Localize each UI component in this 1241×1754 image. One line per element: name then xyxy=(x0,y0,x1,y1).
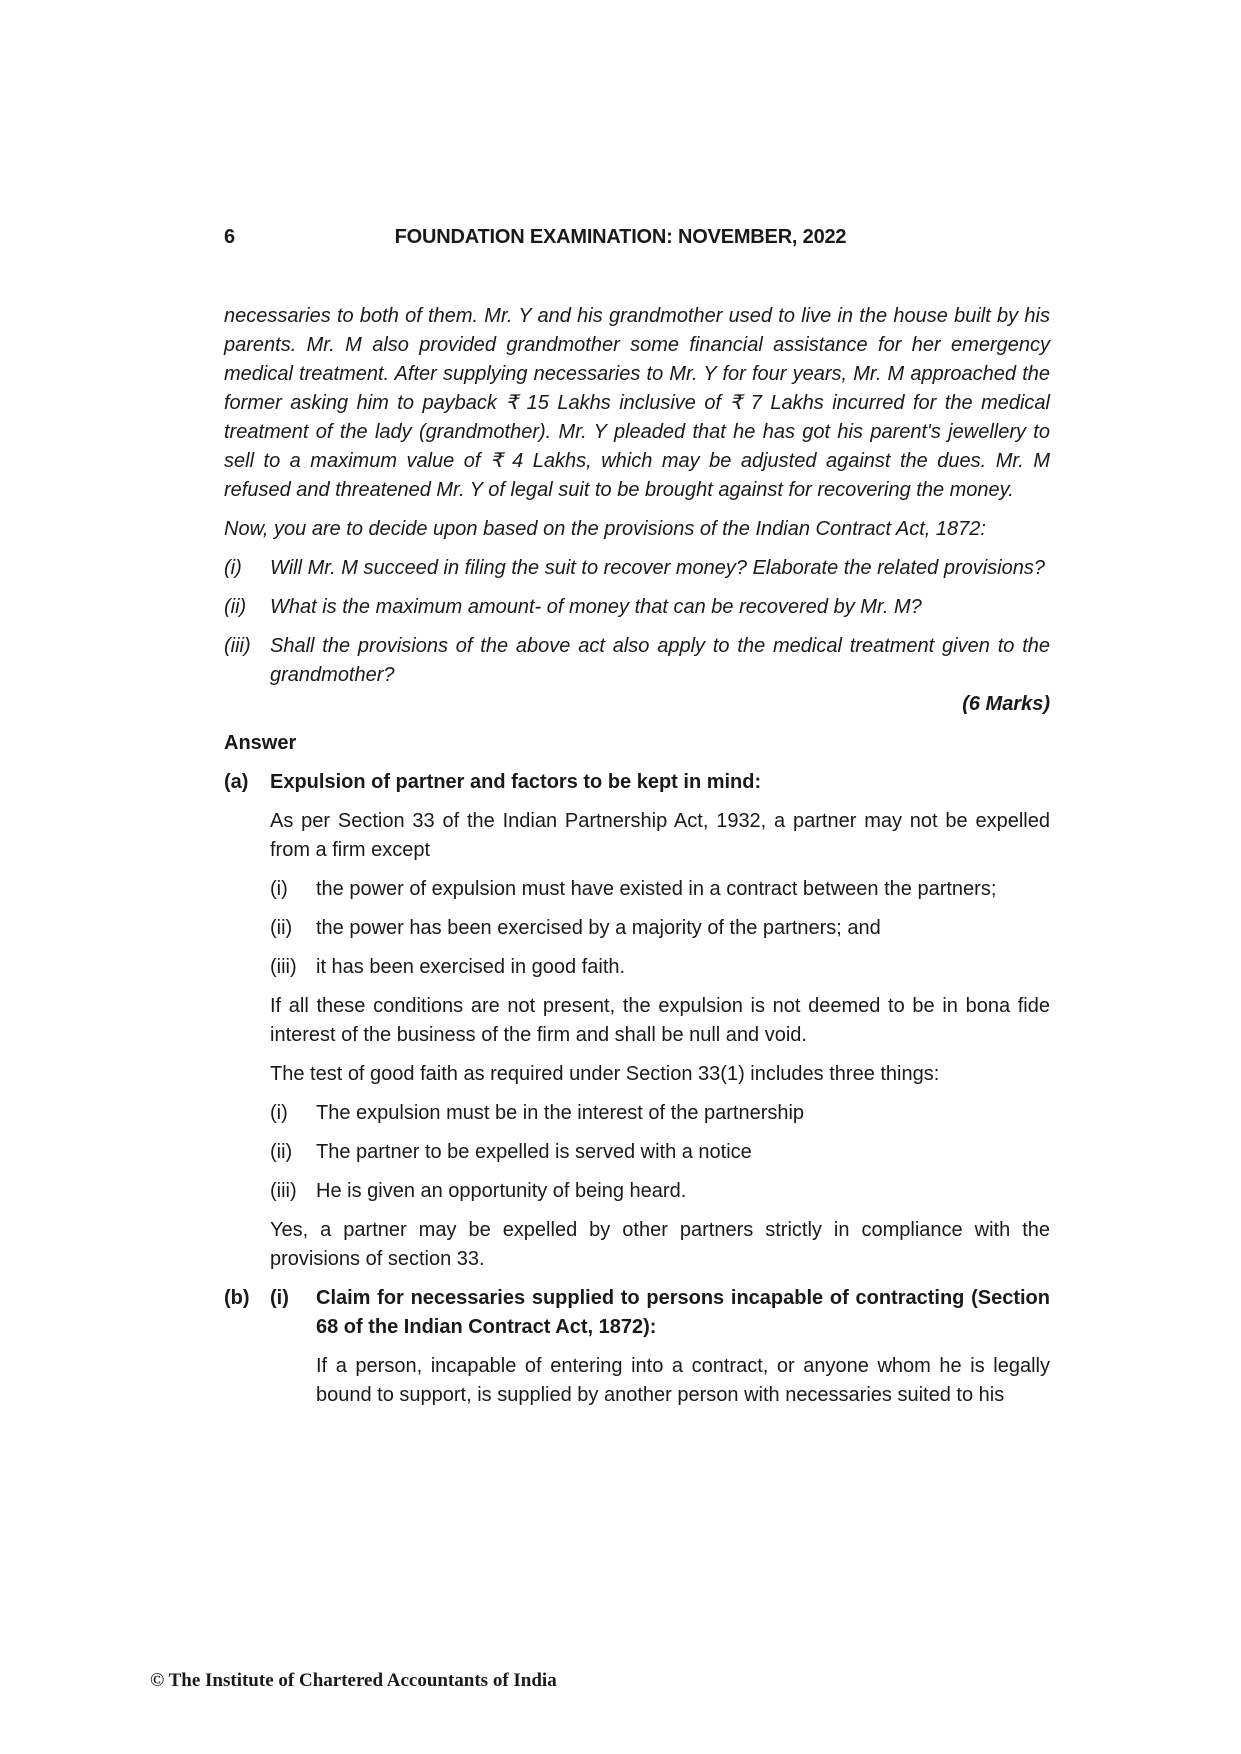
page-number: 6 xyxy=(224,226,236,248)
part-b-text: If a person, incapable of entering into a contract, or anyone whom he is legally bound to support, is supplied by another person with necessaries suited to his xyxy=(316,1355,1050,1406)
page-title: FOUNDATION EXAMINATION: NOVEMBER, 2022 xyxy=(394,226,847,248)
part-a-heading: Expulsion of partner and factors to be kept in mind: xyxy=(270,771,762,793)
question-item-text: Will Mr. M succeed in filing the suit to recover money? Elaborate the related provisions? xyxy=(270,557,1045,579)
question-paragraph: necessaries to both of them. Mr. Y and his grandmother used to live in the house built by his parents. Mr. M also provided grandmother some financial assistance for her emergency medical treatment. After supplying necessaries to Mr. Y for four years, Mr. M approached the former asking him to payback ₹ 15 Lakhs inclusive of ₹ 7 Lakhs incurred for the medical treatment of the lady (grandmother). Mr. Y pleaded that he has got his parent's jewellery to sell to a maximum value of ₹ 4 Lakhs, which may be adjusted against the dues. Mr. M refused and threatened Mr. Y of legal suit to be brought against for recovering the money. xyxy=(224,305,1050,501)
test-item xyxy=(270,1177,1050,1206)
condition-label: (i) xyxy=(270,878,288,900)
question-item xyxy=(224,554,1050,583)
part-a-para3: The test of good faith as required under Section 33(1) includes three things: xyxy=(270,1063,940,1085)
condition-label: (ii) xyxy=(270,917,293,939)
condition-item xyxy=(270,914,1050,943)
question-item-text-wrap xyxy=(270,632,1050,719)
condition-text: the power has been exercised by a majority of the partners; and xyxy=(316,917,881,939)
test-text: He is given an opportunity of being heard. xyxy=(316,1180,687,1202)
marks: (6 Marks) xyxy=(962,693,1050,715)
page-body xyxy=(224,302,1050,1410)
condition-text: it has been exercised in good faith. xyxy=(316,956,626,978)
part-b-heading-row xyxy=(224,1284,1050,1342)
test-label: (ii) xyxy=(270,1141,293,1163)
part-a-para2: If all these conditions are not present, the expulsion is not deemed to be in bona fide interest of the business of the firm and shall be null and void. xyxy=(270,995,1050,1046)
footer-copyright: © The Institute of Chartered Accountants of India xyxy=(150,1670,557,1691)
test-text: The expulsion must be in the interest of the partnership xyxy=(316,1102,805,1124)
test-label: (iii) xyxy=(270,1180,297,1202)
question-item-text: Shall the provisions of the above act also apply to the medical treatment given to the grandmother? xyxy=(270,635,1050,686)
question-intro: Now, you are to decide upon based on the provisions of the Indian Contract Act, 1872: xyxy=(224,518,986,540)
question-item-label: (ii) xyxy=(224,596,247,618)
part-a-heading-row xyxy=(224,768,1050,797)
condition-text: the power of expulsion must have existed in a contract between the partners; xyxy=(316,878,997,900)
test-item xyxy=(270,1138,1050,1167)
part-b-sub-label: (i) xyxy=(270,1287,289,1309)
question-item-text: What is the maximum amount- of money that can be recovered by Mr. M? xyxy=(270,596,922,618)
part-a-label: (a) xyxy=(224,771,249,793)
question-item xyxy=(224,593,1050,622)
part-a-intro: As per Section 33 of the Indian Partnership Act, 1932, a partner may not be expelled from a firm except xyxy=(270,810,1050,861)
condition-label: (iii) xyxy=(270,956,297,978)
test-text: The partner to be expelled is served with a notice xyxy=(316,1141,752,1163)
answer-heading: Answer xyxy=(224,732,297,754)
question-item xyxy=(224,632,1050,719)
test-item xyxy=(270,1099,1050,1128)
test-label: (i) xyxy=(270,1102,288,1124)
part-a-conclusion: Yes, a partner may be expelled by other partners strictly in compliance with the provisions of section 33. xyxy=(270,1219,1050,1270)
condition-item xyxy=(270,875,1050,904)
condition-item xyxy=(270,953,1050,982)
question-item-label: (i) xyxy=(224,557,242,579)
part-b-label: (b) xyxy=(224,1287,250,1309)
part-b-heading: Claim for necessaries supplied to persons incapable of contracting (Section 68 of the Indian Contract Act, 1872): xyxy=(316,1287,1050,1338)
question-item-label: (iii) xyxy=(224,635,251,657)
